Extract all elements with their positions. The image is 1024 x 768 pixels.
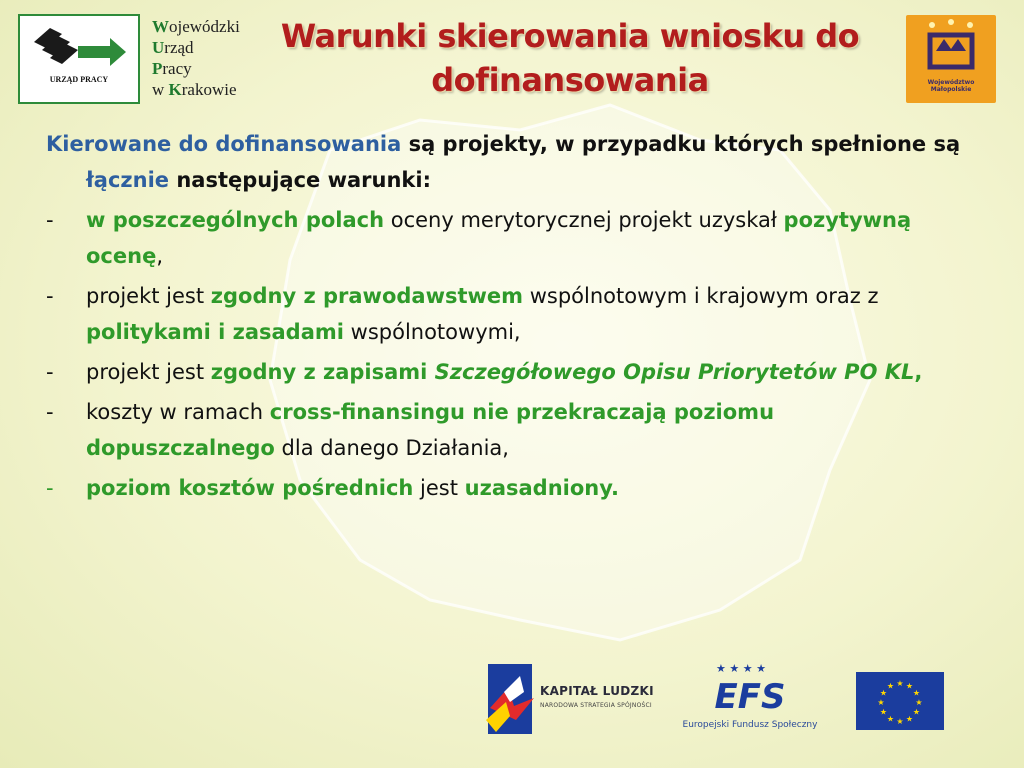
kapital-ludzki-icon	[484, 662, 538, 738]
eu-star: ★	[915, 698, 923, 707]
eu-flag	[856, 672, 944, 730]
condition-item	[46, 470, 966, 506]
slide-content	[46, 126, 966, 510]
condition-item	[46, 202, 966, 274]
eu-star: ★	[886, 681, 895, 691]
condition-text: dla danego Działania,	[274, 436, 509, 460]
efs-logo	[680, 660, 820, 738]
condition-text: poziom kosztów pośrednich	[86, 476, 414, 500]
condition-item	[46, 278, 966, 350]
condition-text: wspólnotowymi,	[343, 320, 521, 344]
eu-star: ★	[905, 681, 914, 691]
condition-text: pozytywną ocenę	[86, 208, 912, 268]
bullet-dash: -	[46, 360, 54, 384]
bullet-dash: -	[46, 400, 54, 424]
office-logo-label: URZĄD PRACY	[49, 75, 109, 84]
condition-text: koszty w ramach	[86, 400, 270, 424]
kapital-ludzki-title: KAPITAŁ LUDZKI	[540, 684, 654, 698]
condition-text: projekt jest	[86, 284, 211, 308]
kapital-ludzki-logo	[484, 662, 674, 738]
condition-text: jest	[413, 476, 465, 500]
condition-item	[46, 354, 966, 390]
condition-text: zgodny z zapisami	[210, 360, 435, 384]
office-name: Wojewódzki Urząd Pracy w Krakowie	[152, 17, 240, 99]
condition-text: politykami i zasadami	[86, 320, 344, 344]
efs-icon	[680, 660, 820, 718]
bullet-dash: -	[46, 208, 54, 232]
eu-star: ★	[896, 717, 904, 726]
condition-text: w poszczególnych polach	[86, 208, 385, 232]
condition-text: wspólnotowym i krajowym oraz z	[523, 284, 879, 308]
eu-star: ★	[879, 688, 888, 698]
eu-star: ★	[879, 707, 888, 717]
condition-item	[46, 394, 966, 466]
eu-stars-icon	[856, 672, 944, 730]
region-logo	[906, 15, 996, 103]
eu-star: ★	[877, 698, 885, 707]
bullet-dash: -	[46, 476, 54, 500]
eu-star: ★	[896, 679, 904, 688]
eu-star: ★	[912, 707, 921, 717]
kapital-ludzki-subtitle: NARODOWA STRATEGIA SPÓJNOŚCI	[540, 702, 652, 709]
condition-text: zgodny z prawodawstwem	[210, 284, 524, 308]
condition-text: cross-finansingu nie przekraczają poziomu dopuszczalnego	[86, 400, 775, 460]
bullet-dash: -	[46, 284, 54, 308]
conditions-list	[46, 202, 966, 506]
intro-paragraph: Kierowane do dofinansowania są projekty, w przypadku których spełnione są łącznie następujące warunki:	[46, 132, 961, 192]
condition-text: ,	[914, 360, 923, 384]
slide-title: Warunki skierowania wniosku do dofinansowania	[280, 17, 860, 99]
svg-text:★ ★ ★ ★: ★ ★ ★ ★	[716, 662, 766, 675]
region-logo-caption: Województwo Małopolskie	[927, 79, 975, 93]
condition-text: ,	[156, 244, 163, 268]
region-crown-icon	[906, 15, 996, 77]
eu-star: ★	[905, 714, 914, 724]
condition-text: Szczegółowego Opisu Priorytetów PO KL	[434, 360, 915, 384]
condition-text: uzasadniony.	[464, 476, 619, 500]
eu-star: ★	[886, 714, 895, 724]
condition-text: projekt jest	[86, 360, 211, 384]
efs-mark: EFS	[714, 677, 786, 717]
condition-text: oceny merytorycznej projekt uzyskał	[384, 208, 784, 232]
eu-star: ★	[912, 688, 921, 698]
office-logo	[18, 14, 140, 104]
efs-caption: Europejski Fundusz Społeczny	[682, 720, 818, 730]
